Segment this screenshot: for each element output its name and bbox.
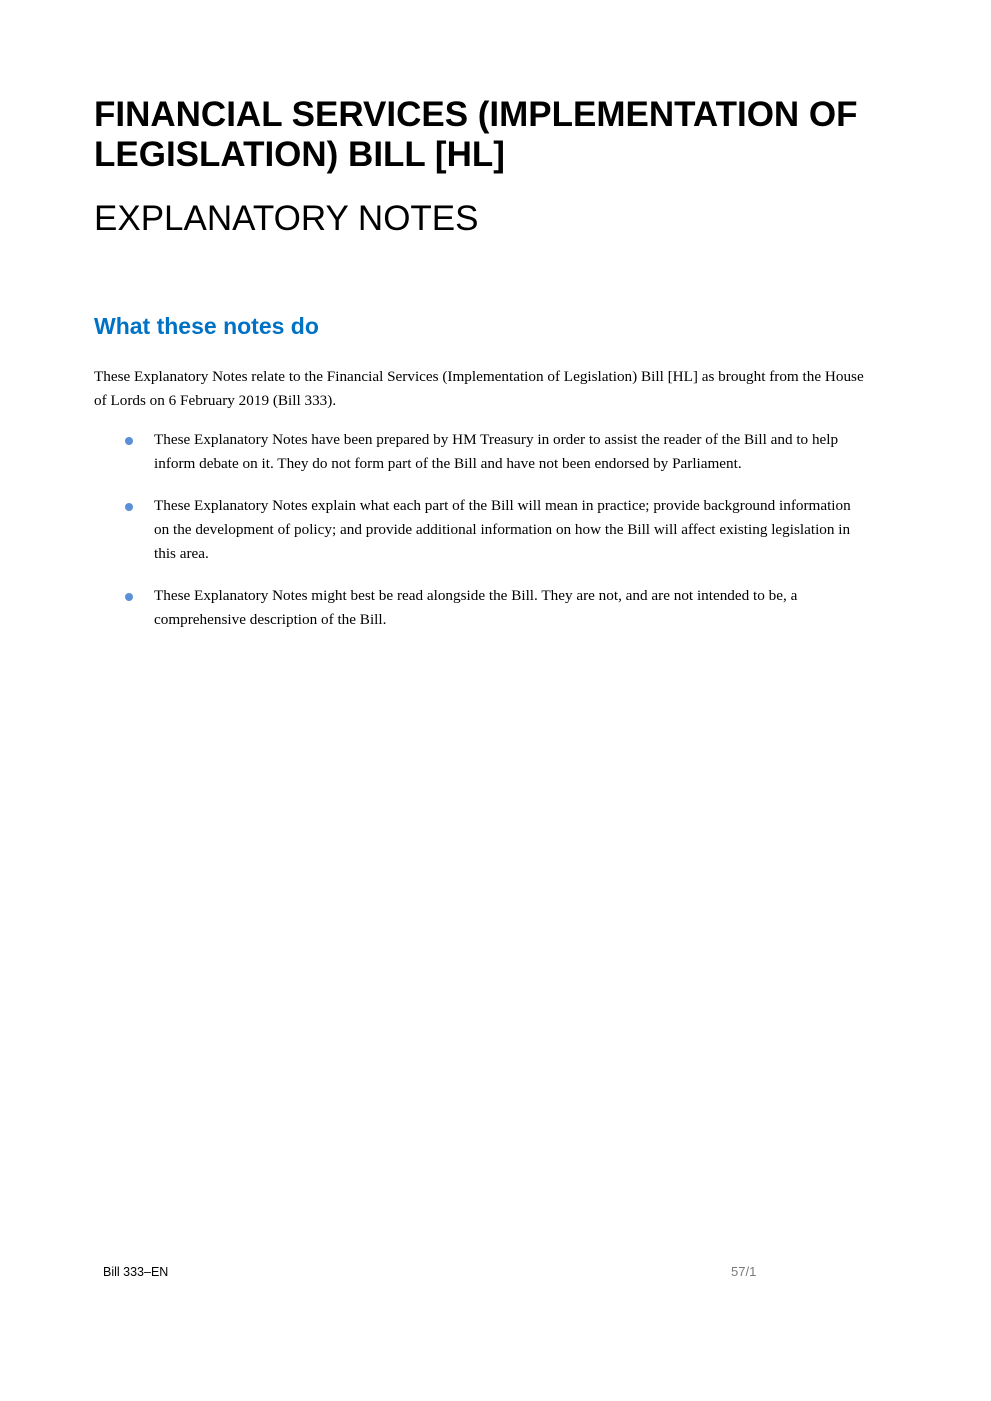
bullet-item [94,494,854,566]
bullet-icon [125,437,133,445]
footer-bill-reference: Bill 333–EN [103,1265,169,1279]
bullet-item [94,584,854,632]
footer-page-reference: 57/1 [731,1264,757,1279]
bullet-text: These Explanatory Notes might best be read alongside the Bill. They are not, and are not intended to be, a comprehensive description of the Bill. [154,587,798,628]
bullet-list [94,428,874,650]
document-subtitle: EXPLANATORY NOTES [94,199,479,238]
bullet-icon [125,593,133,601]
section-heading: What these notes do [94,313,319,339]
bullet-item [94,428,854,476]
intro-paragraph: These Explanatory Notes relate to the Financial Services (Implementation of Legislation) Bill [HL] as brought from the House of Lords on 6 February 2019 (Bill 333). [94,368,864,409]
bullet-text: These Explanatory Notes have been prepared by HM Treasury in order to assist the reader of the Bill and to help inform debate on it. They do not form part of the Bill and have not been endorsed by Parliament. [154,431,839,472]
document-title: FINANCIAL SERVICES (IMPLEMENTATION OF LEGISLATION) BILL [HL] [94,95,858,174]
bullet-icon [125,503,133,511]
bullet-text: These Explanatory Notes explain what each part of the Bill will mean in practice; provide background information on the development of policy; and provide additional information on how the Bill will affect existing legislation in this area. [154,497,851,562]
